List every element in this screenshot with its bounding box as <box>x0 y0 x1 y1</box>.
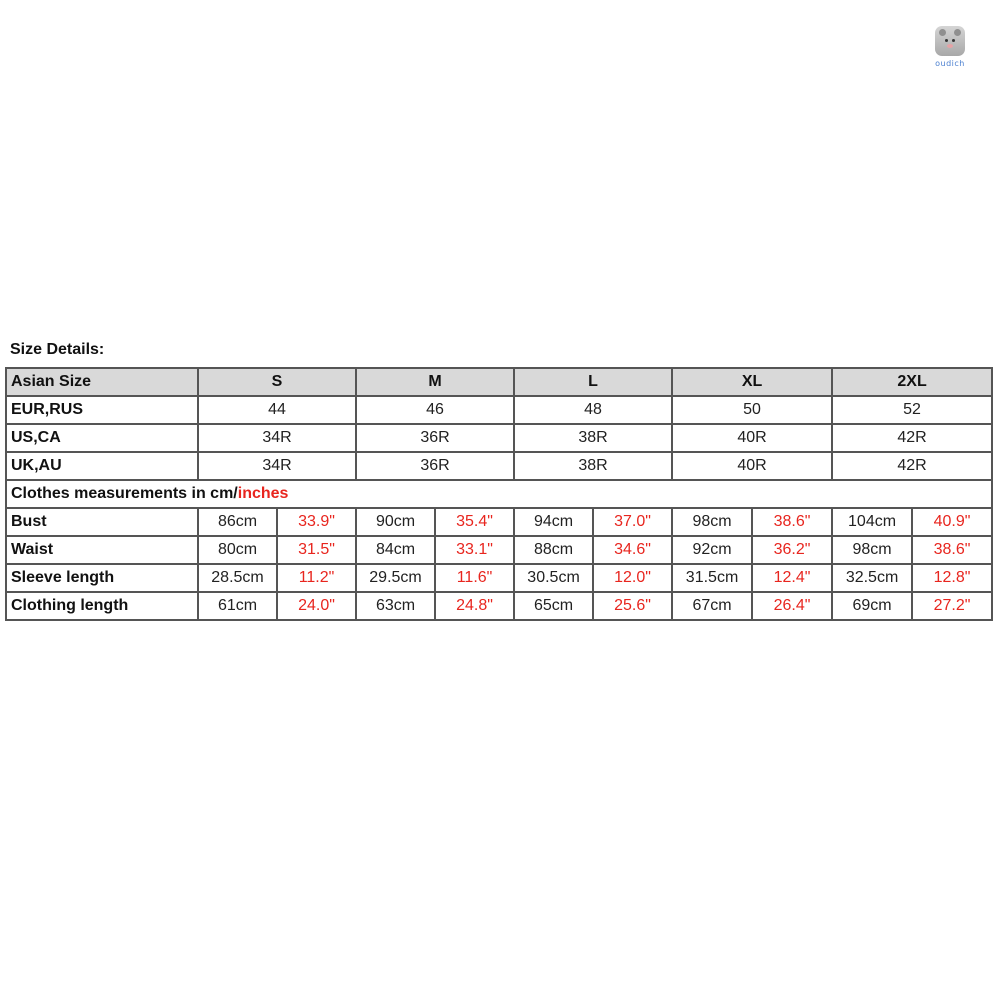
measurement-cm-cell: 104cm <box>832 508 912 536</box>
measurement-cm-cell: 65cm <box>514 592 593 620</box>
measurement-inch-cell: 24.0" <box>277 592 356 620</box>
size-header-cell: 2XL <box>832 368 992 396</box>
measurement-inch-cell: 33.1" <box>435 536 514 564</box>
equivalent-label: UK,AU <box>6 452 198 480</box>
measurement-cm-cell: 61cm <box>198 592 277 620</box>
measurements-title <box>6 480 992 508</box>
measurement-cm-cell: 67cm <box>672 592 752 620</box>
measurement-inch-cell: 31.5" <box>277 536 356 564</box>
measurement-inch-cell: 12.8" <box>912 564 992 592</box>
measurement-inch-cell: 12.0" <box>593 564 672 592</box>
measurement-inch-cell: 37.0" <box>593 508 672 536</box>
measurement-row <box>6 564 992 592</box>
equivalent-size-cell: 38R <box>514 452 672 480</box>
measurement-inch-cell: 35.4" <box>435 508 514 536</box>
size-header-cell: S <box>198 368 356 396</box>
equivalent-size-cell: 42R <box>832 452 992 480</box>
measurement-cm-cell: 32.5cm <box>832 564 912 592</box>
measurement-cm-cell: 98cm <box>832 536 912 564</box>
measurement-inch-cell: 25.6" <box>593 592 672 620</box>
equivalent-size-cell: 50 <box>672 396 832 424</box>
size-chart-table <box>5 367 993 621</box>
measurement-row <box>6 536 992 564</box>
size-header-cell: XL <box>672 368 832 396</box>
measurement-inch-cell: 26.4" <box>752 592 832 620</box>
measurements-title-unit: inches <box>237 485 289 502</box>
size-header-row <box>6 368 992 396</box>
measurement-label: Clothing length <box>6 592 198 620</box>
asian-size-label: Asian Size <box>6 368 198 396</box>
equivalent-label: EUR,RUS <box>6 396 198 424</box>
equivalent-size-cell: 34R <box>198 424 356 452</box>
equivalent-size-cell: 40R <box>672 452 832 480</box>
measurement-inch-cell: 38.6" <box>912 536 992 564</box>
measurement-label: Waist <box>6 536 198 564</box>
measurement-cm-cell: 88cm <box>514 536 593 564</box>
measurements-title-prefix: Clothes measurements in cm/ <box>11 485 238 502</box>
measurement-inch-cell: 11.2" <box>277 564 356 592</box>
measurement-row <box>6 592 992 620</box>
measurement-row <box>6 508 992 536</box>
logo-text: oudich <box>935 59 965 68</box>
measurement-inch-cell: 34.6" <box>593 536 672 564</box>
equivalent-size-cell: 36R <box>356 424 514 452</box>
measurement-cm-cell: 29.5cm <box>356 564 435 592</box>
measurement-inch-cell: 38.6" <box>752 508 832 536</box>
equivalent-size-cell: 40R <box>672 424 832 452</box>
size-equivalent-row <box>6 396 992 424</box>
measurement-cm-cell: 92cm <box>672 536 752 564</box>
measurement-cm-cell: 28.5cm <box>198 564 277 592</box>
measurement-cm-cell: 63cm <box>356 592 435 620</box>
measurement-cm-cell: 84cm <box>356 536 435 564</box>
measurement-cm-cell: 31.5cm <box>672 564 752 592</box>
size-header-cell: L <box>514 368 672 396</box>
mouse-logo-icon <box>935 26 965 56</box>
equivalent-size-cell: 34R <box>198 452 356 480</box>
measurement-cm-cell: 30.5cm <box>514 564 593 592</box>
measurement-label: Sleeve length <box>6 564 198 592</box>
measurement-inch-cell: 11.6" <box>435 564 514 592</box>
measurement-inch-cell: 33.9" <box>277 508 356 536</box>
size-equivalent-row <box>6 424 992 452</box>
size-header-cell: M <box>356 368 514 396</box>
measurement-inch-cell: 36.2" <box>752 536 832 564</box>
measurement-cm-cell: 94cm <box>514 508 593 536</box>
brand-logo <box>932 26 968 68</box>
measurement-cm-cell: 86cm <box>198 508 277 536</box>
measurements-title-row <box>6 480 992 508</box>
measurement-inch-cell: 40.9" <box>912 508 992 536</box>
size-equivalent-row <box>6 452 992 480</box>
equivalent-label: US,CA <box>6 424 198 452</box>
measurement-cm-cell: 69cm <box>832 592 912 620</box>
equivalent-size-cell: 42R <box>832 424 992 452</box>
equivalent-size-cell: 52 <box>832 396 992 424</box>
equivalent-size-cell: 38R <box>514 424 672 452</box>
measurement-inch-cell: 27.2" <box>912 592 992 620</box>
measurement-cm-cell: 90cm <box>356 508 435 536</box>
equivalent-size-cell: 48 <box>514 396 672 424</box>
measurement-label: Bust <box>6 508 198 536</box>
measurement-cm-cell: 98cm <box>672 508 752 536</box>
equivalent-size-cell: 44 <box>198 396 356 424</box>
size-details-heading: Size Details: <box>10 341 105 358</box>
equivalent-size-cell: 36R <box>356 452 514 480</box>
measurement-cm-cell: 80cm <box>198 536 277 564</box>
measurement-inch-cell: 24.8" <box>435 592 514 620</box>
measurement-inch-cell: 12.4" <box>752 564 832 592</box>
equivalent-size-cell: 46 <box>356 396 514 424</box>
